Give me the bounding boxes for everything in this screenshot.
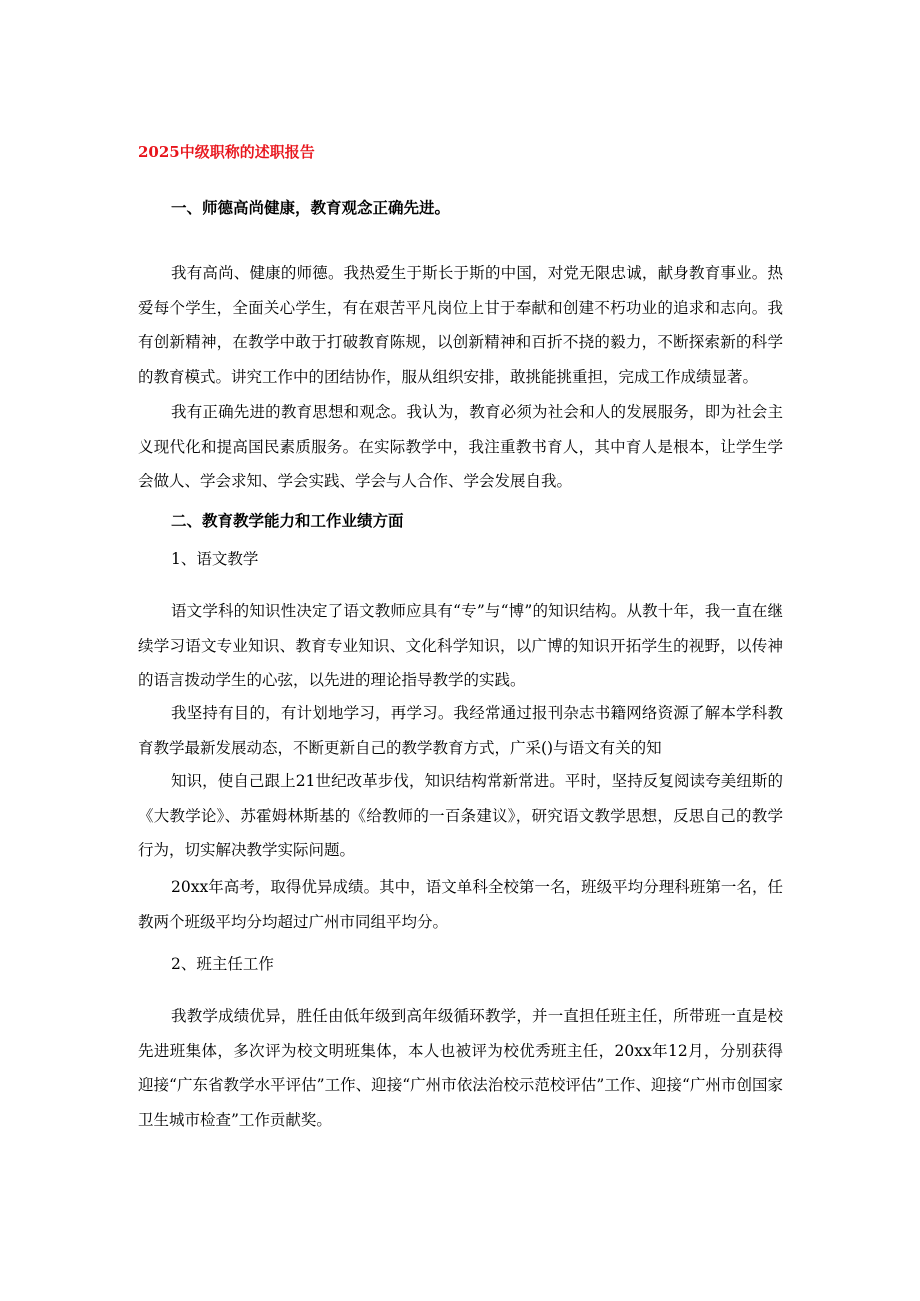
section-2-heading: 二、教育教学能力和工作业绩方面 [171,511,404,530]
section-1-paragraph-2: 我有正确先进的教育思想和观念。我认为，教育必须为社会和人的发展服务，即为社会主义现代化和提高国民素质服务。在实际教学中，我注重教书育人，其中育人是根本，让学生学会做人、学会求知、学会实践、学会与人合作、学会发展自我。 [138,403,783,490]
subsection-1-paragraph-2: 我坚持有目的，有计划地学习，再学习。我经常通过报刊杂志书籍网络资源了解本学科教育教学最新发展动态，不断更新自己的教学教育方式，广采()与语文有关的知 [138,704,783,757]
subsection-1-paragraph-3: 知识，使自己跟上21世纪改革步伐，知识结构常新常进。平时，坚持反复阅读夸美纽斯的《大教学论》、苏霍姆林斯基的《给教师的一百条建议》，研究语文教学思想，反思自己的教学行为，切实解决教学实际问题。 [138,772,783,859]
section-1-heading: 一、师德高尚健康，教育观念正确先进。 [171,198,451,217]
subsection-2-heading: 2、班主任工作 [171,955,274,973]
subsection-1-heading: 1、语文教学 [171,550,259,568]
subsection-1-paragraph-4: 20xx年高考，取得优异成绩。其中，语文单科全校第一名，班级平均分理科班第一名，任教两个班级平均分均超过广州市同组平均分。 [138,878,783,931]
subsection-1-paragraph-1: 语文学科的知识性决定了语文教师应具有“专”与“博”的知识结构。从教十年，我一直在继续学习语文专业知识、教育专业知识、文化科学知识，以广博的知识开拓学生的视野，以传神的语言拨动学生的心弦，以先进的理论指导教学的实践。 [138,602,783,689]
section-1-paragraph-1: 我有高尚、健康的师德。我热爱生于斯长于斯的中国，对党无限忠诚，献身教育事业。热爱每个学生，全面关心学生，有在艰苦平凡岗位上甘于奉献和创建不朽功业的追求和志向。我有创新精神，在教学中敢于打破教育陈规，以创新精神和百折不挠的毅力，不断探索新的科学的教育模式。讲究工作中的团结协作，服从组织安排，敢挑能挑重担，完成工作成绩显著。 [138,264,783,386]
document-title: 2025中级职称的述职报告 [138,143,315,161]
subsection-2-paragraph-1: 我教学成绩优异，胜任由低年级到高年级循环教学，并一直担任班主任，所带班一直是校先进班集体，多次评为校文明班集体，本人也被评为校优秀班主任，20xx年12月，分别获得迎接“广东省教学水平评估”工作、迎接“广州市依法治校示范校评估”工作、迎接“广州市创国家卫生城市检查”工作贡献奖。 [138,1007,783,1129]
